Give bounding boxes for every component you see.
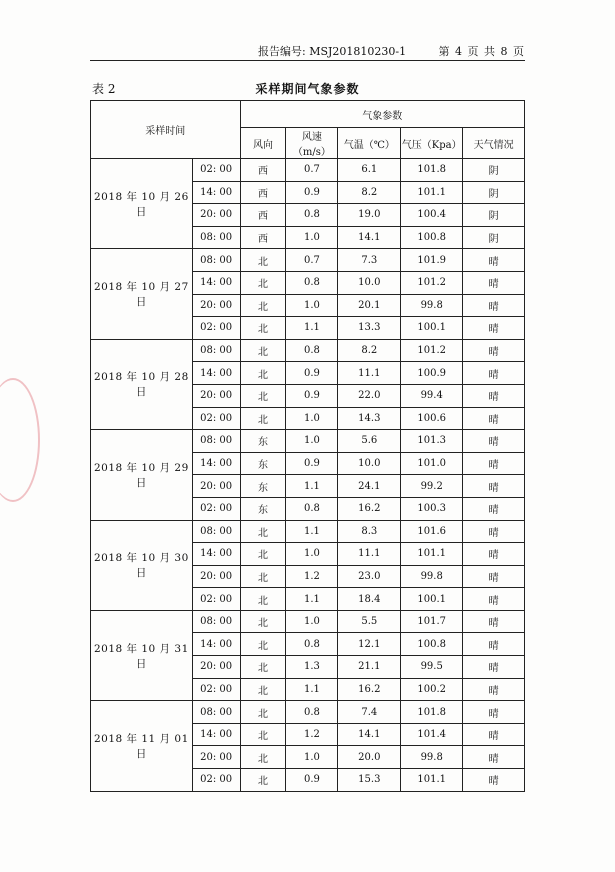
- value-cell: 晴: [463, 384, 525, 407]
- value-cell: 晴: [463, 339, 525, 362]
- value-cell: 11.1: [338, 543, 401, 566]
- table-row: [91, 159, 525, 182]
- time-cell: 14: 00: [192, 633, 240, 656]
- value-cell: 5.5: [338, 610, 401, 633]
- value-cell: 101.7: [401, 610, 463, 633]
- value-cell: 16.2: [338, 497, 401, 520]
- value-cell: 北: [240, 520, 286, 543]
- value-cell: 100.8: [401, 633, 463, 656]
- value-cell: 100.3: [401, 497, 463, 520]
- value-cell: 北: [240, 384, 286, 407]
- value-cell: 阴: [463, 226, 525, 249]
- value-cell: 1.0: [286, 746, 338, 769]
- value-cell: 阴: [463, 181, 525, 204]
- value-cell: 1.1: [286, 520, 338, 543]
- value-cell: 晴: [463, 520, 525, 543]
- value-cell: 1.0: [286, 294, 338, 317]
- value-cell: 101.6: [401, 520, 463, 543]
- value-cell: 1.2: [286, 565, 338, 588]
- value-cell: 7.4: [338, 701, 401, 724]
- value-cell: 晴: [463, 497, 525, 520]
- time-cell: 02: 00: [192, 407, 240, 430]
- value-cell: 16.2: [338, 678, 401, 701]
- time-cell: 08: 00: [192, 226, 240, 249]
- value-cell: 北: [240, 610, 286, 633]
- time-cell: 20: 00: [192, 384, 240, 407]
- value-cell: 晴: [463, 656, 525, 679]
- value-cell: 0.8: [286, 339, 338, 362]
- value-cell: 晴: [463, 407, 525, 430]
- date-cell: 2018 年 10 月 29 日: [91, 430, 193, 520]
- value-cell: 1.3: [286, 656, 338, 679]
- time-cell: 08: 00: [192, 339, 240, 362]
- weather-table: [90, 100, 525, 792]
- date-cell: 2018 年 11 月 01 日: [91, 701, 193, 791]
- value-cell: 晴: [463, 452, 525, 475]
- value-cell: 北: [240, 294, 286, 317]
- value-cell: 21.1: [338, 656, 401, 679]
- time-cell: 08: 00: [192, 610, 240, 633]
- value-cell: 晴: [463, 294, 525, 317]
- value-cell: 100.2: [401, 678, 463, 701]
- value-cell: 北: [240, 362, 286, 385]
- date-cell: 2018 年 10 月 30 日: [91, 520, 193, 610]
- value-cell: 7.3: [338, 249, 401, 272]
- value-cell: 11.1: [338, 362, 401, 385]
- header-sampling-time: 采样时间: [91, 101, 241, 159]
- date-cell: 2018 年 10 月 28 日: [91, 339, 193, 429]
- value-cell: 1.0: [286, 610, 338, 633]
- value-cell: 1.1: [286, 588, 338, 611]
- header-weather-params: 气象参数: [240, 101, 524, 128]
- value-cell: 东: [240, 430, 286, 453]
- value-cell: 西: [240, 226, 286, 249]
- time-cell: 02: 00: [192, 588, 240, 611]
- value-cell: 10.0: [338, 452, 401, 475]
- value-cell: 19.0: [338, 204, 401, 227]
- value-cell: 北: [240, 656, 286, 679]
- value-cell: 晴: [463, 588, 525, 611]
- value-cell: 北: [240, 633, 286, 656]
- value-cell: 北: [240, 271, 286, 294]
- page-indicator: 第 4 页 共 8 页: [438, 45, 525, 58]
- value-cell: 晴: [463, 746, 525, 769]
- value-cell: 北: [240, 678, 286, 701]
- value-cell: 100.4: [401, 204, 463, 227]
- value-cell: 北: [240, 543, 286, 566]
- time-cell: 20: 00: [192, 204, 240, 227]
- table-row: [91, 701, 525, 724]
- value-cell: 23.0: [338, 565, 401, 588]
- value-cell: 20.1: [338, 294, 401, 317]
- value-cell: 0.8: [286, 497, 338, 520]
- value-cell: 北: [240, 746, 286, 769]
- value-cell: 晴: [463, 723, 525, 746]
- value-cell: 101.3: [401, 430, 463, 453]
- value-cell: 北: [240, 339, 286, 362]
- value-cell: 晴: [463, 633, 525, 656]
- value-cell: 北: [240, 565, 286, 588]
- value-cell: 0.9: [286, 452, 338, 475]
- date-cell: 2018 年 10 月 26 日: [91, 159, 193, 249]
- value-cell: 0.9: [286, 769, 338, 792]
- time-cell: 02: 00: [192, 678, 240, 701]
- time-cell: 02: 00: [192, 769, 240, 792]
- value-cell: 0.7: [286, 159, 338, 182]
- time-cell: 08: 00: [192, 249, 240, 272]
- time-cell: 02: 00: [192, 317, 240, 340]
- date-cell: 2018 年 10 月 27 日: [91, 249, 193, 339]
- time-cell: 14: 00: [192, 271, 240, 294]
- value-cell: 18.4: [338, 588, 401, 611]
- value-cell: 101.8: [401, 159, 463, 182]
- value-cell: 8.2: [338, 339, 401, 362]
- value-cell: 5.6: [338, 430, 401, 453]
- time-cell: 02: 00: [192, 497, 240, 520]
- value-cell: 0.9: [286, 181, 338, 204]
- value-cell: 北: [240, 588, 286, 611]
- value-cell: 东: [240, 475, 286, 498]
- value-cell: 1.1: [286, 317, 338, 340]
- value-cell: 晴: [463, 249, 525, 272]
- column-header: 气温（℃）: [338, 128, 401, 159]
- value-cell: 晴: [463, 475, 525, 498]
- value-cell: 101.4: [401, 723, 463, 746]
- value-cell: 99.8: [401, 565, 463, 588]
- value-cell: 西: [240, 204, 286, 227]
- value-cell: 100.1: [401, 317, 463, 340]
- value-cell: 100.1: [401, 588, 463, 611]
- time-cell: 20: 00: [192, 656, 240, 679]
- value-cell: 0.8: [286, 633, 338, 656]
- table-number: 表 2: [92, 82, 116, 96]
- value-cell: 晴: [463, 430, 525, 453]
- time-cell: 08: 00: [192, 520, 240, 543]
- value-cell: 101.2: [401, 271, 463, 294]
- value-cell: 阴: [463, 204, 525, 227]
- time-cell: 20: 00: [192, 565, 240, 588]
- value-cell: 北: [240, 407, 286, 430]
- time-cell: 20: 00: [192, 294, 240, 317]
- time-cell: 14: 00: [192, 723, 240, 746]
- value-cell: 1.0: [286, 430, 338, 453]
- time-cell: 14: 00: [192, 362, 240, 385]
- value-cell: 1.2: [286, 723, 338, 746]
- time-cell: 08: 00: [192, 430, 240, 453]
- value-cell: 晴: [463, 678, 525, 701]
- value-cell: 东: [240, 452, 286, 475]
- time-cell: 20: 00: [192, 475, 240, 498]
- value-cell: 0.9: [286, 384, 338, 407]
- value-cell: 晴: [463, 769, 525, 792]
- value-cell: 101.8: [401, 701, 463, 724]
- value-cell: 100.6: [401, 407, 463, 430]
- value-cell: 1.1: [286, 678, 338, 701]
- value-cell: 晴: [463, 271, 525, 294]
- value-cell: 晴: [463, 610, 525, 633]
- value-cell: 1.1: [286, 475, 338, 498]
- value-cell: 晴: [463, 701, 525, 724]
- value-cell: 99.4: [401, 384, 463, 407]
- value-cell: 6.1: [338, 159, 401, 182]
- value-cell: 22.0: [338, 384, 401, 407]
- column-header: 气压（Kpa）: [401, 128, 463, 159]
- time-cell: 20: 00: [192, 746, 240, 769]
- value-cell: 北: [240, 249, 286, 272]
- value-cell: 14.1: [338, 226, 401, 249]
- time-cell: 14: 00: [192, 543, 240, 566]
- table-caption: [90, 80, 525, 96]
- value-cell: 15.3: [338, 769, 401, 792]
- value-cell: 0.9: [286, 362, 338, 385]
- value-cell: 12.1: [338, 633, 401, 656]
- table-row: [91, 339, 525, 362]
- value-cell: 100.9: [401, 362, 463, 385]
- value-cell: 24.1: [338, 475, 401, 498]
- value-cell: 100.8: [401, 226, 463, 249]
- value-cell: 0.8: [286, 271, 338, 294]
- value-cell: 0.8: [286, 701, 338, 724]
- time-cell: 02: 00: [192, 159, 240, 182]
- column-header: 风向: [240, 128, 286, 159]
- value-cell: 阴: [463, 159, 525, 182]
- seal-stamp: [0, 378, 40, 502]
- value-cell: 10.0: [338, 271, 401, 294]
- value-cell: 101.2: [401, 339, 463, 362]
- time-cell: 14: 00: [192, 452, 240, 475]
- value-cell: 14.3: [338, 407, 401, 430]
- value-cell: 0.7: [286, 249, 338, 272]
- value-cell: 北: [240, 723, 286, 746]
- value-cell: 101.1: [401, 543, 463, 566]
- value-cell: 北: [240, 769, 286, 792]
- table-row: [91, 610, 525, 633]
- value-cell: 西: [240, 159, 286, 182]
- value-cell: 晴: [463, 317, 525, 340]
- value-cell: 20.0: [338, 746, 401, 769]
- value-cell: 99.8: [401, 294, 463, 317]
- column-header: 天气情况: [463, 128, 525, 159]
- value-cell: 晴: [463, 543, 525, 566]
- value-cell: 8.2: [338, 181, 401, 204]
- value-cell: 14.1: [338, 723, 401, 746]
- table-title: 采样期间气象参数: [255, 82, 360, 96]
- value-cell: 13.3: [338, 317, 401, 340]
- value-cell: 101.1: [401, 181, 463, 204]
- value-cell: 0.8: [286, 204, 338, 227]
- value-cell: 1.0: [286, 407, 338, 430]
- value-cell: 晴: [463, 362, 525, 385]
- time-cell: 14: 00: [192, 181, 240, 204]
- value-cell: 1.0: [286, 226, 338, 249]
- time-cell: 08: 00: [192, 701, 240, 724]
- value-cell: 北: [240, 317, 286, 340]
- value-cell: 101.0: [401, 452, 463, 475]
- value-cell: 99.5: [401, 656, 463, 679]
- value-cell: 99.8: [401, 746, 463, 769]
- date-cell: 2018 年 10 月 31 日: [91, 610, 193, 700]
- report-number: 报告编号: MSJ201810230-1: [258, 45, 407, 58]
- value-cell: 北: [240, 701, 286, 724]
- value-cell: 1.0: [286, 543, 338, 566]
- table-row: [91, 520, 525, 543]
- value-cell: 8.3: [338, 520, 401, 543]
- page-header: [90, 42, 525, 61]
- value-cell: 101.1: [401, 769, 463, 792]
- column-header: 风速（m/s）: [286, 128, 338, 159]
- value-cell: 东: [240, 497, 286, 520]
- value-cell: 西: [240, 181, 286, 204]
- table-row: [91, 430, 525, 453]
- table-row: [91, 249, 525, 272]
- value-cell: 99.2: [401, 475, 463, 498]
- value-cell: 晴: [463, 565, 525, 588]
- value-cell: 101.9: [401, 249, 463, 272]
